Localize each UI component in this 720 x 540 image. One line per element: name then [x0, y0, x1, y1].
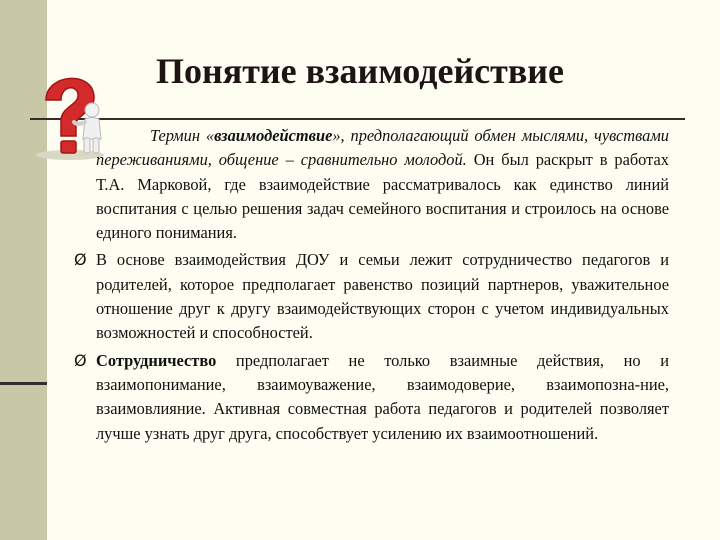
intro-keyword: взаимодействие: [214, 126, 333, 145]
bullet-item-cooperation-definition: [74, 349, 669, 446]
bullet-item-cooperation-basis: [74, 248, 669, 345]
title-divider: [30, 118, 685, 120]
bullet-text: предполагает не только взаимные действия, но и взаимопонимание, взаимоуважение, взаимодоверие, взаимопозна-ние, взаимовлияние. Активная совместная работа педагогов и родителей позволяет лучше узнать друг друга, способствует усилению их взаимоотношений.: [96, 350, 669, 443]
intro-lead-start: Термин «: [150, 126, 215, 145]
intro-lead-end: », предполагающий обмен мыслями, чувствами переживаниями, общение – сравнительно молодой.: [96, 126, 669, 170]
bullet-strong-term: Сотрудничество: [96, 350, 217, 370]
check-arrow-icon: Ø: [74, 250, 87, 270]
page-title: Понятие взаимодействие: [155, 51, 565, 91]
intro-rest: Он был раскрыт в работах Т.А. Марковой, где взаимодействие рассматривалось как единство линий воспитания с целью решения задач семейного воспитания и строилось на основе единого понимания.: [96, 150, 669, 243]
side-rule: [0, 382, 47, 385]
intro-paragraph: [96, 124, 669, 245]
bullet-text: В основе взаимодействия ДОУ и семьи лежит сотрудничество педагогов и родителей, которое предполагает равенство позиций партнеров, уважительное отношение друг к другу взаимодействующих сторон с учетом индивидуальных возможностей и способностей.: [96, 250, 669, 343]
slide-body: [74, 124, 669, 449]
check-arrow-icon: Ø: [74, 350, 87, 370]
